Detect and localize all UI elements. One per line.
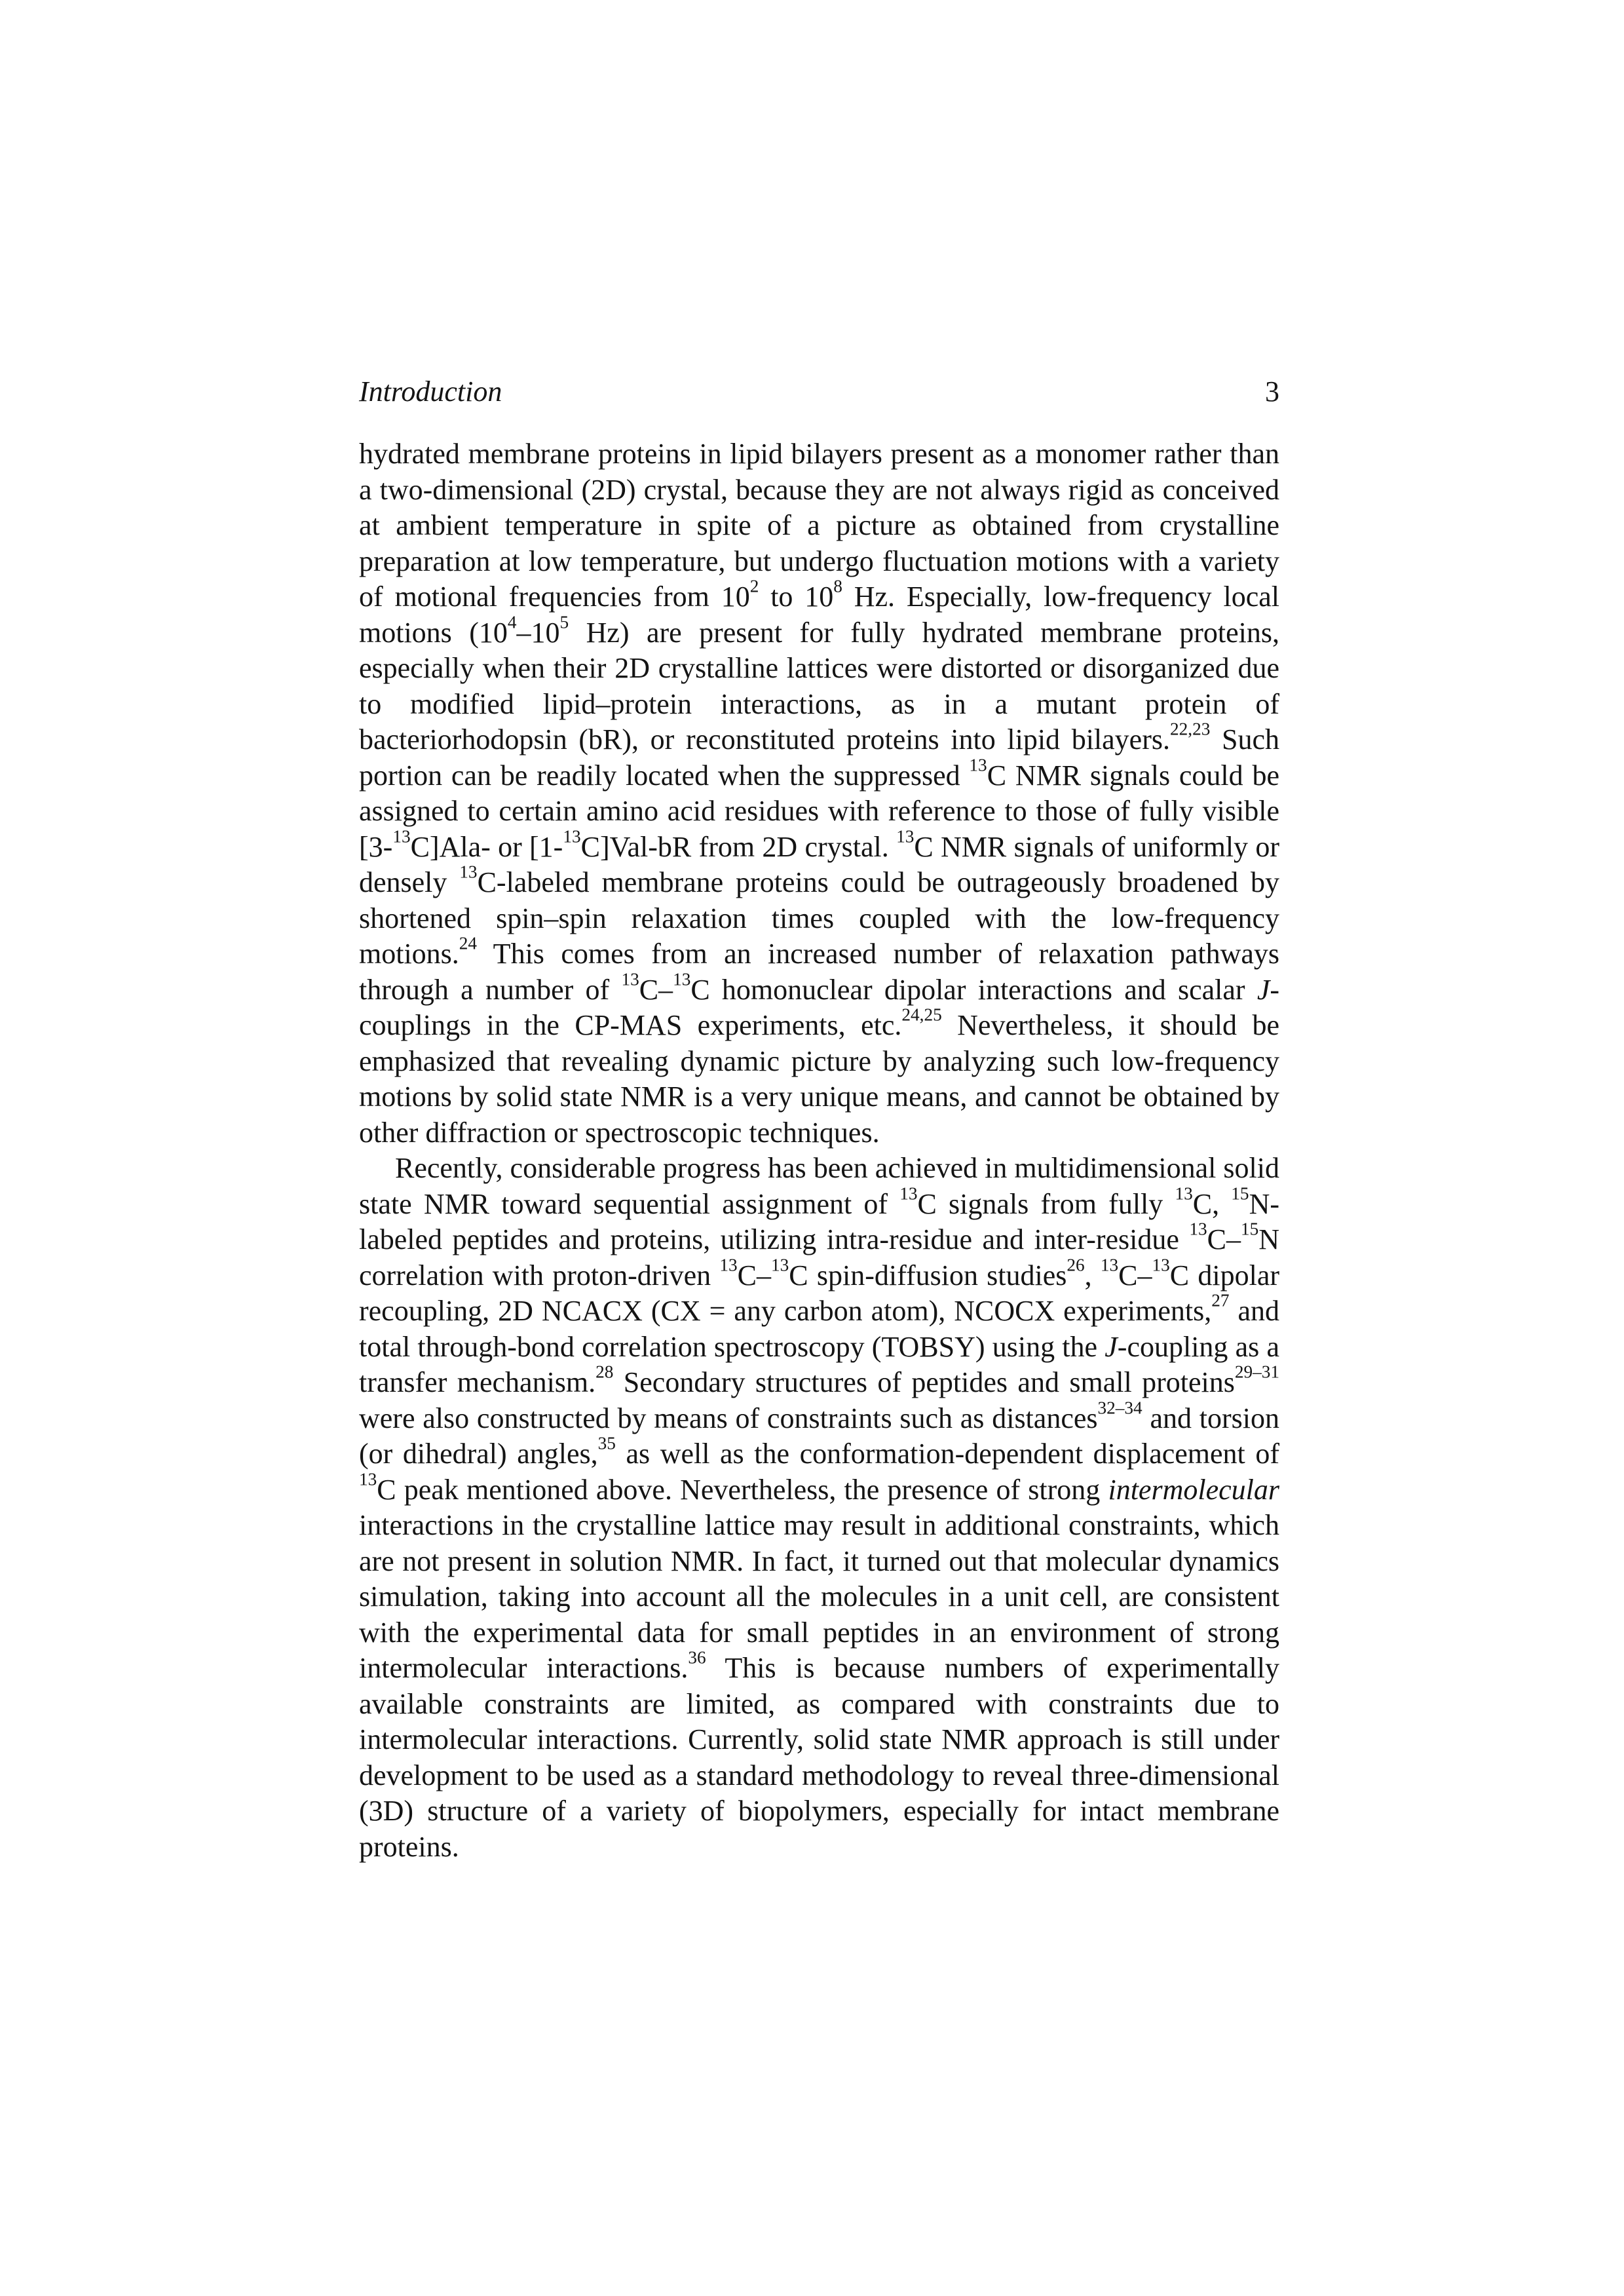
- superscript: 13: [563, 826, 581, 847]
- superscript: 5: [559, 612, 569, 632]
- text-run: Hz) are present for fully hydrated membrane proteins, especially when their 2D crystalline lattices were distorted or disorganized due to modified lipid–protein interactions, as in a mutant protein of bacteriorhodopsin (bR), or reconstituted proteins into lipid bilayers.: [359, 616, 1280, 756]
- italic-text: J: [1256, 973, 1270, 1006]
- italic-text: intermolecular: [1108, 1473, 1279, 1506]
- text-run: C]Ala- or [1-: [410, 830, 563, 863]
- text-run: C]Val-bR from 2D crystal.: [580, 830, 897, 863]
- text-run: and total through-bond correlation spectroscopy (TOBSY) using the: [359, 1295, 1280, 1363]
- text-run: Secondary structures of peptides and small proteins: [613, 1366, 1235, 1398]
- superscript: 27: [1211, 1290, 1230, 1311]
- superscript: 13: [1175, 1183, 1193, 1204]
- text-run: Nevertheless, it should be emphasized that revealing dynamic picture by analyzing such low-frequency motions by solid state NMR is a very unique means, and cannot be obtained by other diffraction or spectroscopic techniques.: [359, 1009, 1279, 1149]
- superscript: 13: [1100, 1255, 1119, 1275]
- superscript: 32–34: [1097, 1398, 1142, 1418]
- superscript: 26: [1067, 1255, 1085, 1275]
- text-run: C-labeled membrane proteins could be outrageously broadened by shortened spin–spin relaxation times coupled with the low-frequency motions.: [359, 866, 1280, 970]
- italic-text: J: [1105, 1330, 1118, 1363]
- text-run: hydrated membrane proteins in lipid bilayers present as a monomer rather than a two-dimensional (2D) crystal, because they are not always rigid as conceived at ambient temperature in spite of a picture as obtained from crystalline preparation at low temperature, but undergo fluctuation motions with a variety of motional frequencies from 10: [359, 438, 1279, 613]
- text-run: to 10: [759, 581, 834, 613]
- superscript: 13: [896, 826, 915, 847]
- superscript: 13: [899, 1183, 918, 1204]
- text-run: C,: [1192, 1187, 1232, 1220]
- text-run: Such portion can be readily located when the suppressed: [359, 723, 1279, 792]
- text-run: C–: [639, 973, 673, 1006]
- superscript: 13: [1152, 1255, 1170, 1275]
- text-run: ,: [1084, 1259, 1101, 1292]
- text-run: C–: [1118, 1259, 1152, 1292]
- superscript: 13: [719, 1255, 738, 1275]
- paragraph: [359, 436, 1279, 1151]
- superscript: 36: [688, 1647, 706, 1668]
- text-run: N correlation with proton-driven: [359, 1223, 1279, 1292]
- text-run: C–: [1207, 1223, 1241, 1255]
- superscript: 2: [749, 576, 759, 596]
- text-run: C peak mentioned above. Nevertheless, the presence of strong: [377, 1473, 1108, 1506]
- superscript: 13: [969, 755, 987, 775]
- superscript: 13: [621, 969, 639, 989]
- superscript: 4: [507, 612, 517, 632]
- superscript: 15: [1231, 1183, 1249, 1204]
- superscript: 8: [833, 576, 842, 596]
- text-run: -couplings in the CP-MAS experiments, etc.: [359, 973, 1280, 1041]
- text-run: This comes from an increased number of relaxation pathways through a number of: [359, 938, 1279, 1006]
- superscript: 35: [597, 1433, 616, 1453]
- superscript: 13: [771, 1255, 789, 1275]
- text-run: and torsion (or dihedral) angles,: [359, 1402, 1279, 1470]
- text-run: C NMR signals of uniformly or densely: [359, 830, 1280, 898]
- text-run: C spin-diffusion studies: [789, 1259, 1067, 1292]
- text-run: C–: [737, 1259, 772, 1292]
- text-run: C dipolar recoupling, 2D NCACX (CX = any carbon atom), NCOCX experiments,: [359, 1259, 1280, 1327]
- text-run: C NMR signals could be assigned to certain amino acid residues with reference to those of fully visible [3-: [359, 759, 1279, 863]
- text-run: were also constructed by means of constraints such as distances: [359, 1402, 1098, 1434]
- text-run: Recently, considerable progress has been achieved in multidimensional solid state NMR toward sequential assignment of: [359, 1152, 1279, 1220]
- running-head: Introduction: [359, 375, 502, 408]
- text-run: N-labeled peptides and proteins, utilizing intra-residue and inter-residue: [359, 1187, 1279, 1255]
- superscript: 13: [359, 1469, 377, 1489]
- superscript: 22,23: [1169, 719, 1211, 739]
- text-run: This is because numbers of experimentally available constraints are limited, as compared with constraints due to intermolecular interactions. Currently, solid state NMR approach is still under development to be used as a standard methodology to reveal three-dimensional (3D) structure of a variety of biopolymers, especially for intact membrane proteins.: [359, 1652, 1279, 1863]
- superscript: 13: [1189, 1219, 1207, 1239]
- superscript: 13: [392, 826, 411, 847]
- text-run: interactions in the crystalline lattice may result in additional constraints, which are not present in solution NMR. In fact, it turned out that molecular dynamics simulation, taking into account all the molecules in a unit cell, are consistent with the experimental data for small peptides in an environment of strong intermolecular interactions.: [359, 1509, 1279, 1684]
- superscript: 15: [1240, 1219, 1259, 1239]
- text-run: –10: [516, 616, 560, 649]
- text-run: C signals from fully: [917, 1187, 1175, 1220]
- text-run: Hz. Especially, low-frequency local motions (10: [359, 581, 1279, 649]
- superscript: 29–31: [1234, 1362, 1279, 1382]
- superscript: 24,25: [901, 1004, 942, 1025]
- superscript: 13: [673, 969, 691, 989]
- text-run: -coupling as a transfer mechanism.: [359, 1330, 1280, 1398]
- body-text: [359, 436, 1279, 1865]
- superscript: 24: [459, 933, 478, 953]
- page-header: [359, 372, 1279, 411]
- text-run: as well as the conformation-dependent displacement of: [615, 1438, 1279, 1470]
- superscript: 13: [459, 862, 478, 882]
- page-number: 3: [1265, 375, 1279, 408]
- superscript: 28: [595, 1362, 614, 1382]
- paragraph: [359, 1151, 1279, 1865]
- text-run: C homonuclear dipolar interactions and scalar: [690, 973, 1257, 1006]
